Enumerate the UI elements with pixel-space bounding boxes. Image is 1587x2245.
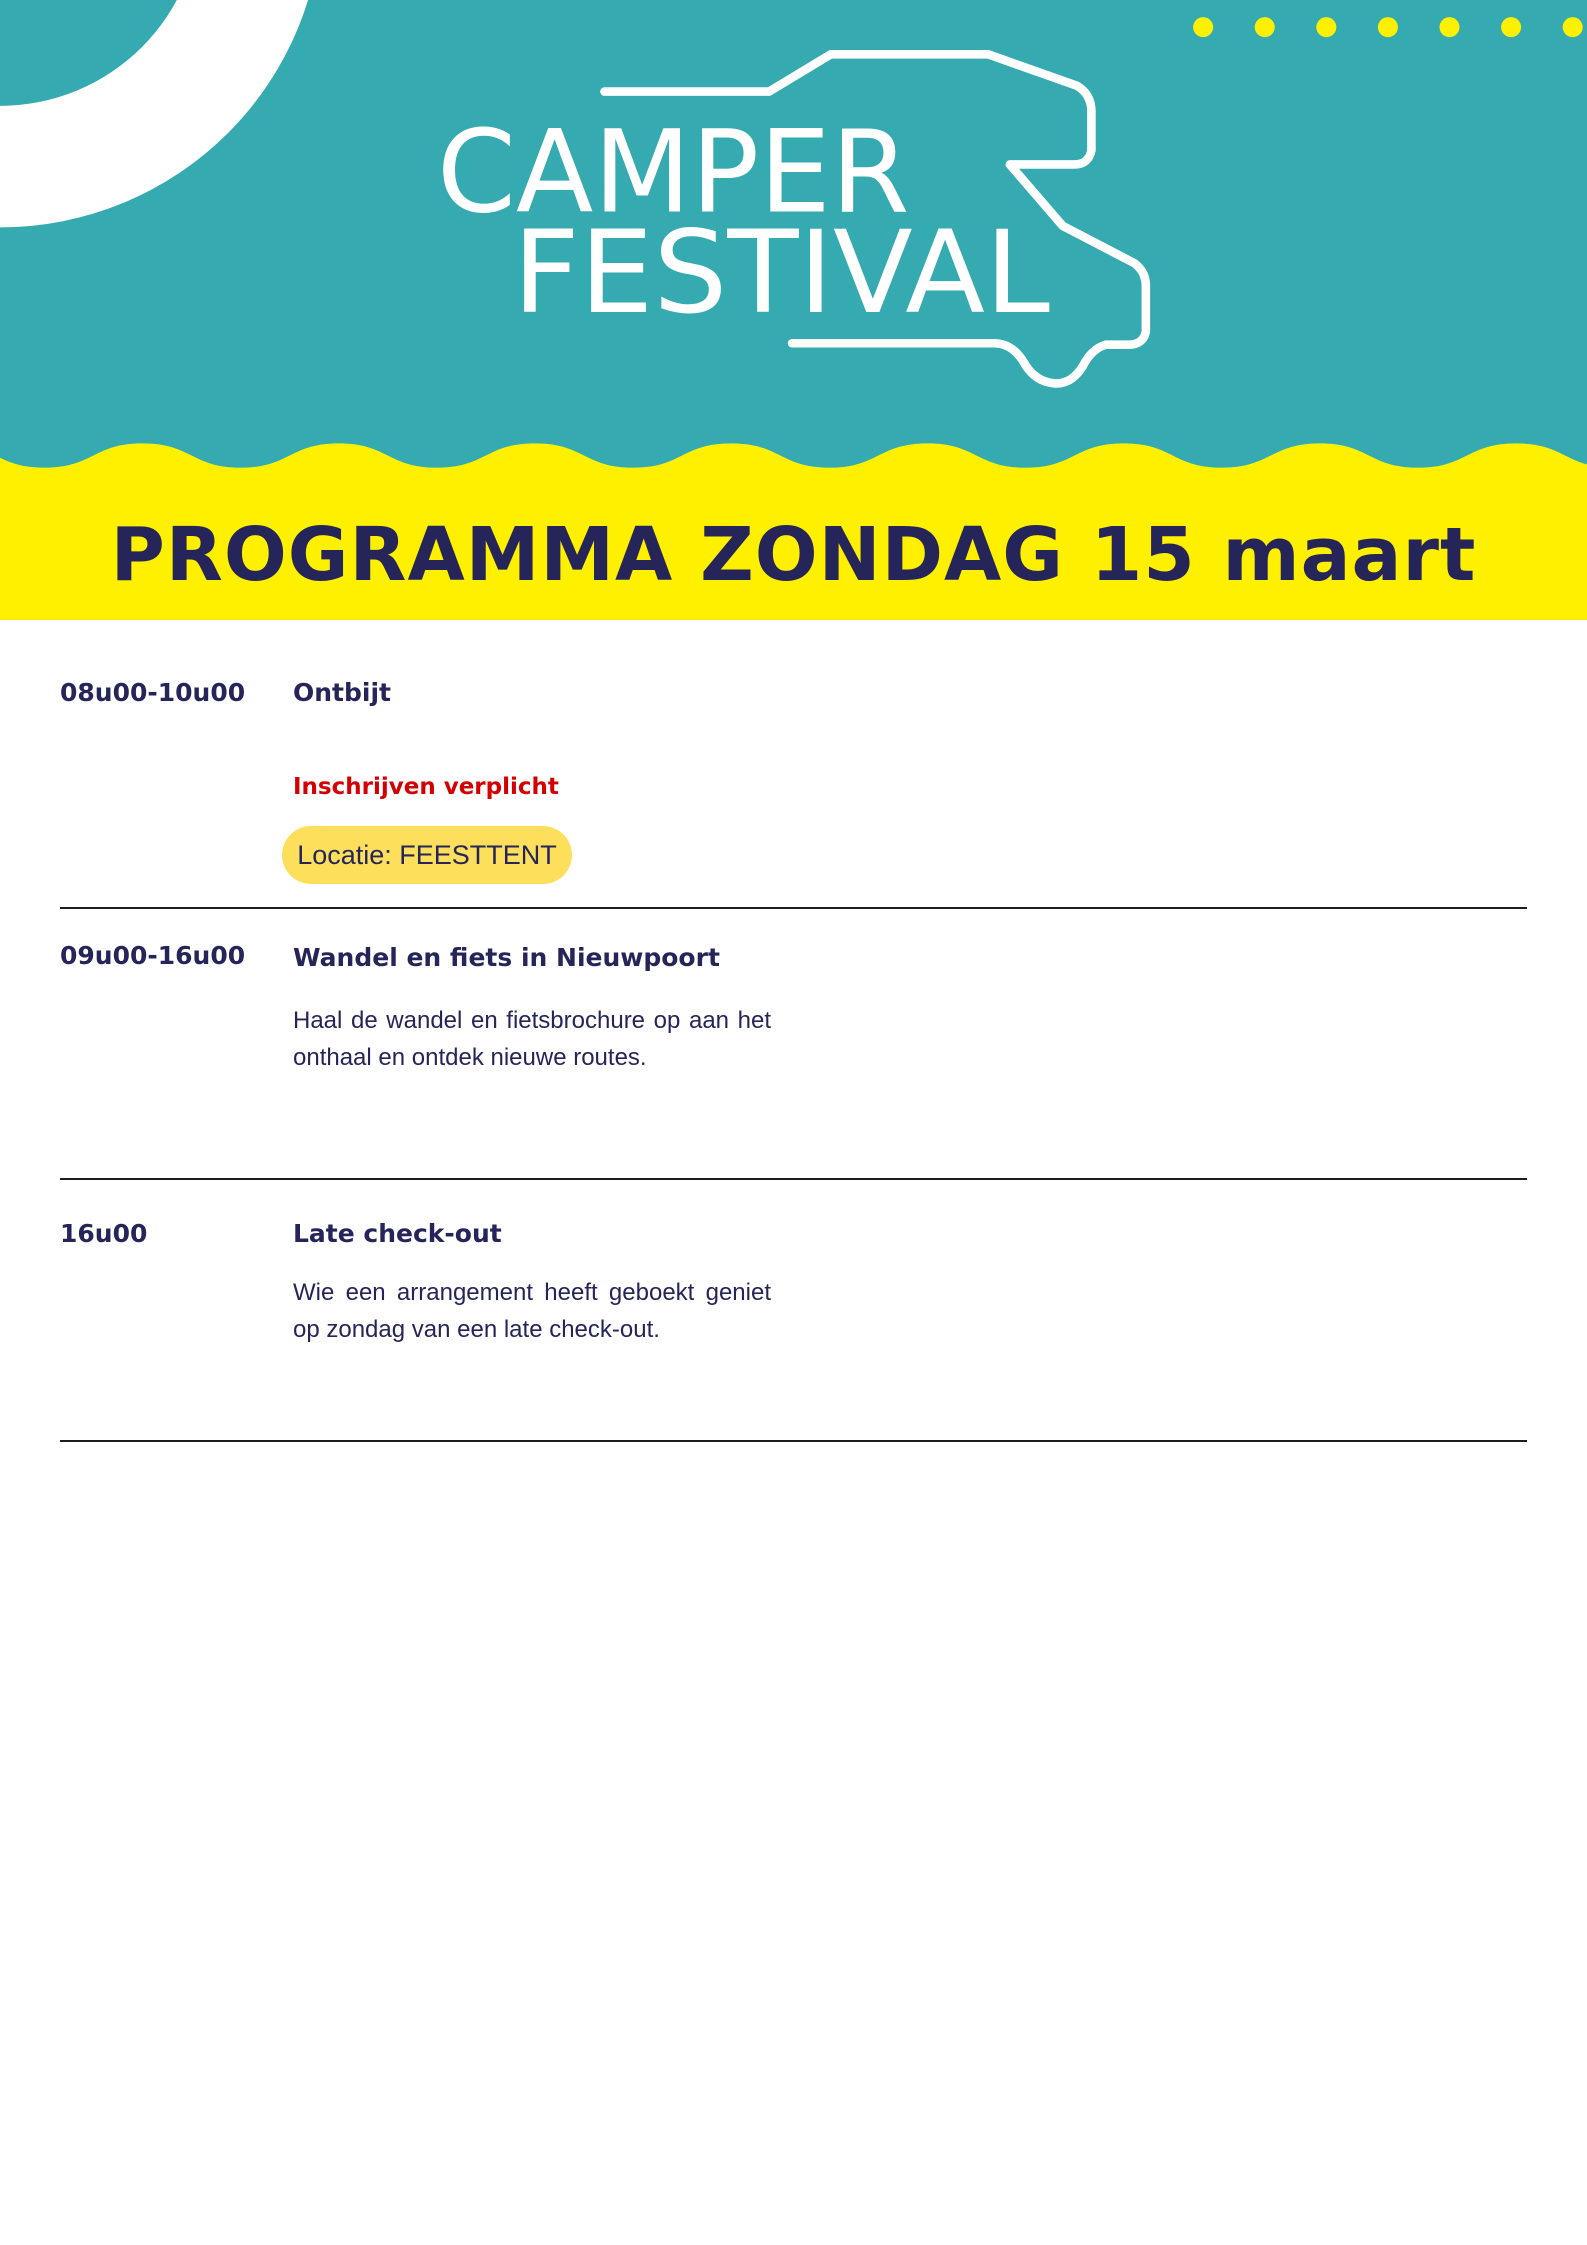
divider	[60, 1440, 1527, 1442]
divider	[60, 907, 1527, 909]
divider	[60, 1178, 1527, 1180]
svg-text:FESTIVAL: FESTIVAL	[512, 206, 1051, 340]
event-time: 16u00	[60, 1219, 148, 1248]
page-title: PROGRAMMA ZONDAG 15 maart	[110, 512, 1477, 598]
event-description: Wie een arrangement heeft geboekt geniet op zondag van een late check-out.	[293, 1279, 771, 1343]
registration-required-note: Inschrijven verplicht	[293, 774, 559, 800]
event-title: Ontbijt	[293, 678, 391, 707]
event-title: Wandel en fiets in Nieuwpoort	[293, 943, 720, 972]
event-time: 09u00-16u00	[60, 941, 246, 970]
event-time: 08u00-10u00	[60, 678, 246, 707]
svg-text:CAMPER: CAMPER	[436, 106, 910, 240]
event-title: Late check-out	[293, 1219, 502, 1248]
event-description: Haal de wandel en fietsbrochure op aan het onthaal en ontdek nieuwe routes.	[293, 1007, 771, 1071]
location-badge: Locatie: FEESTTENT	[282, 826, 572, 884]
